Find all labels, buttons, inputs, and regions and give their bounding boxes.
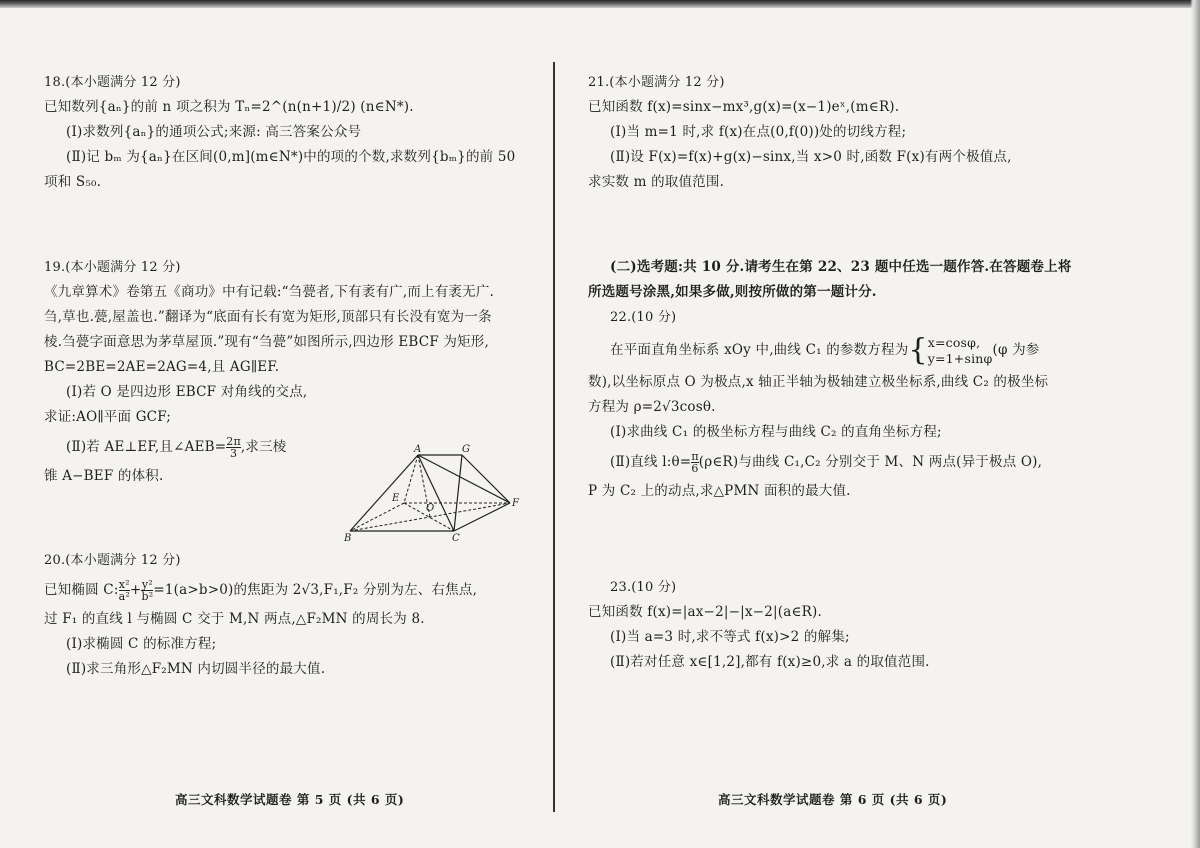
elective-instructions [588, 255, 1078, 305]
edge-AF [418, 455, 510, 503]
label-A: A [414, 444, 422, 455]
edge-EB [350, 503, 404, 531]
edge-AC [418, 455, 454, 531]
label-F: F [512, 498, 519, 509]
scan-top-edge [0, 0, 1200, 8]
ellipse-frac-x-num: x² [118, 578, 130, 591]
edge-GF [462, 455, 510, 503]
label-G: G [462, 444, 470, 455]
theta-fraction-den: 6 [691, 462, 699, 475]
ellipse-frac-y-den: b² [141, 590, 154, 603]
column-divider [553, 62, 555, 812]
q18-heading: 18.(本小题满分 12 分) [44, 75, 181, 90]
q19-part-1-cont: 求证:AO∥平面 GCF; [44, 409, 172, 425]
ellipse-frac-x-den: a² [118, 590, 130, 603]
q19-part-1: (Ⅰ)若 O 是四边形 EBCF 对角线的交点, [66, 384, 308, 400]
frustum-figure [342, 443, 522, 543]
q18-part-1: (Ⅰ)求数列{aₙ}的通项公式;来源: 高三答案公众号 [66, 124, 362, 140]
edge-AB [350, 455, 418, 531]
q20-plus: + [129, 582, 142, 598]
elective-line-2: 所选题号涂黑,如果多做,则按所做的第一题计分. [588, 284, 877, 300]
q21-line-5: 求实数 m 的取值范围. [588, 174, 725, 190]
label-C: C [452, 533, 460, 543]
q20-heading: 20.(本小题满分 12 分) [44, 553, 181, 568]
q20-part-2: (Ⅱ)求三角形△F₂MN 内切圆半径的最大值. [66, 661, 326, 677]
theta-fraction-num: π [691, 450, 699, 463]
elective-line-1: (二)选考题:共 10 分.请考生在第 22、23 题中任选一题作答.在答题卷上将 [610, 259, 1072, 275]
label-E: E [392, 493, 400, 504]
q18-line-5: 项和 S₅₀. [44, 174, 102, 190]
label-O: O [426, 503, 435, 514]
q22-line-1 [588, 330, 1078, 370]
q20-text-b: =1(a>b>0)的焦距为 2√3,F₁,F₂ 分别为左、右焦点, [153, 582, 478, 598]
ellipse-frac-y-num: y² [141, 578, 153, 591]
q20-line-1 [44, 573, 534, 607]
q18-part-2: (Ⅱ)记 bₘ 为{aₙ}在区间(0,m](m∈N*)中的项的个数,求数列{bₘ}的前 50 [66, 149, 516, 165]
ellipse-frac-y [141, 579, 153, 602]
q23-heading: 23.(10 分) [610, 580, 677, 595]
q20-text-a: 已知椭圆 C: [44, 582, 119, 598]
q19-line-2: 刍,草也.甍,屋盖也.”翻译为“底面有长有宽为矩形,顶部只有长没有宽为一条 [44, 309, 492, 325]
param-eq-1: x=cosφ, [927, 334, 981, 350]
q23-line-1: 已知函数 f(x)=|ax−2|−|x−2|(a∈R). [588, 604, 822, 620]
q23-part-2: (Ⅱ)若对任意 x∈[1,2],都有 f(x)≥0,求 a 的取值范围. [610, 654, 930, 670]
scan-right-edge [1190, 0, 1200, 848]
footer-page-6: 高三文科数学试题卷 第 6 页 (共 6 页) [718, 792, 948, 807]
angle-fraction [226, 436, 241, 459]
edge-CF [454, 503, 510, 531]
q22-part-1: (Ⅰ)求曲线 C₁ 的极坐标方程与曲线 C₂ 的直角坐标方程; [610, 424, 942, 440]
edge-GC [454, 455, 462, 531]
q22-line-end: P 为 C₂ 上的动点,求△PMN 面积的最大值. [588, 483, 851, 499]
q22-part-2 [588, 445, 1078, 479]
question-22 [588, 305, 1078, 504]
param-eq-2: y=1+sinφ [927, 350, 993, 366]
q19-line-4: BC=2BE=2AE=2AG=4,且 AG∥EF. [44, 359, 280, 375]
question-21 [588, 70, 1078, 195]
q19-part-2-text-b: ,求三棱 [240, 439, 287, 455]
q19-line-end: 锥 A−BEF 的体积. [44, 468, 164, 484]
ellipse-frac-x [119, 579, 130, 602]
angle-fraction-num: 2π [226, 435, 241, 448]
q21-line-1: 已知函数 f(x)=sinx−mx³,g(x)=(x−1)eˣ,(m∈R). [588, 99, 900, 115]
label-B: B [344, 533, 352, 543]
q22-line-2: 数),以坐标原点 O 为极点,x 轴正半轴为极轴建立极坐标系,曲线 C₂ 的极坐标 [588, 374, 1049, 390]
param-system [928, 335, 993, 367]
question-19 [44, 255, 534, 543]
q22-text-b: (φ 为参 [992, 342, 1040, 358]
theta-fraction [691, 451, 698, 474]
q22-heading: 22.(10 分) [610, 310, 677, 325]
q21-heading: 21.(本小题满分 12 分) [588, 75, 725, 90]
q20-line-2: 过 F₁ 的直线 l 与椭圆 C 交于 M,N 两点,△F₂MN 的周长为 8. [44, 611, 425, 627]
q21-part-1: (Ⅰ)当 m=1 时,求 f(x)在点(0,f(0))处的切线方程; [610, 124, 907, 140]
q19-line-1: 《九章算术》卷第五《商功》中有记载:“刍甍者,下有袤有广,而上有袤无广. [44, 284, 495, 300]
q22-part-2-text-a: (Ⅱ)直线 l:θ= [610, 454, 692, 470]
question-18 [44, 70, 534, 195]
q22-part-2-text-b: (ρ∈R)与曲线 C₁,C₂ 分别交于 M、N 两点(异于极点 O), [698, 454, 1043, 470]
question-20 [44, 548, 534, 682]
q22-text-a: 在平面直角坐标系 xOy 中,曲线 C₁ 的参数方程为 [610, 342, 909, 358]
q22-line-3: 方程为 ρ=2√3cosθ. [588, 399, 716, 415]
q20-part-1: (Ⅰ)求椭圆 C 的标准方程; [66, 636, 217, 652]
brace-symbol: { [908, 332, 928, 368]
question-23 [588, 575, 1078, 675]
q23-part-1: (Ⅰ)当 a=3 时,求不等式 f(x)>2 的解集; [610, 629, 850, 645]
q19-heading: 19.(本小题满分 12 分) [44, 260, 181, 275]
q19-part-2-text-a: (Ⅱ)若 AE⊥EF,且∠AEB= [66, 439, 227, 455]
q21-part-2: (Ⅱ)设 F(x)=f(x)+g(x)−sinx,当 x>0 时,函数 F(x)有两个极值点, [610, 149, 1012, 165]
q18-line-1: 已知数列{aₙ}的前 n 项之积为 Tₙ=2^(n(n+1)/2) (n∈N*). [44, 99, 414, 115]
footer-page-5: 高三文科数学试题卷 第 5 页 (共 6 页) [175, 792, 405, 807]
q19-line-3: 棱.刍甍字面意思为茅草屋顶.”现有“刍甍”如图所示,四边形 EBCF 为矩形, [44, 334, 489, 350]
angle-fraction-den: 3 [229, 447, 238, 460]
